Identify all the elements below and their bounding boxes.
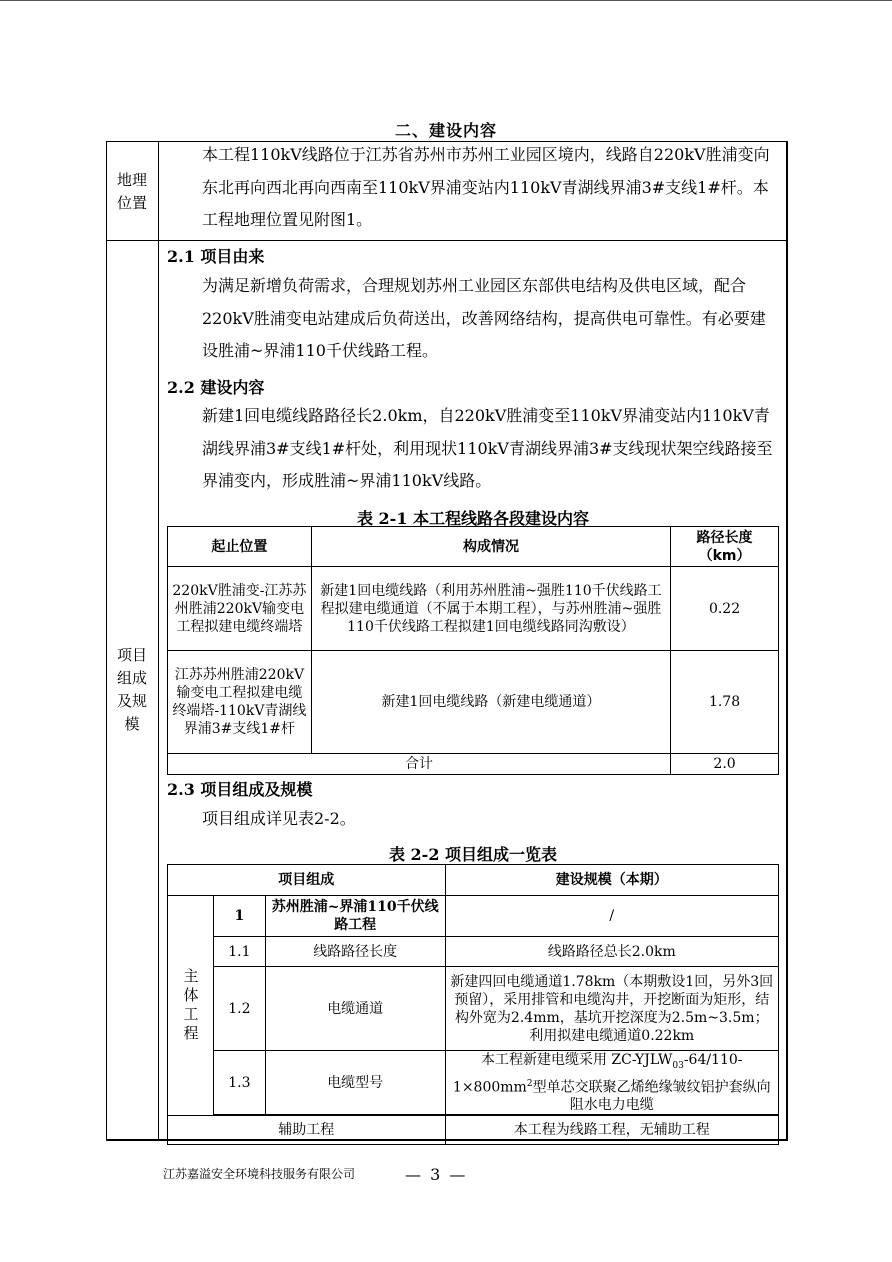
s22-heading: 2.2 建设内容 xyxy=(167,378,265,397)
geo-row-divider xyxy=(106,240,788,241)
table-row: 1.2 电缆通道 新建四回电缆通道1.78km（本期敷设1回，另外3回预留），采用排管和电缆沟井，开挖断面为矩形，结构外宽为2.4mm，基坑开挖深度为2.5m~3.5m；利用拟建电缆通道0.22km xyxy=(168,967,779,1051)
geo-label: 地理 位置 xyxy=(116,171,147,212)
cable-model-cell: 本工程新建电缆采用 $ZC-YJLW_{03}-64/110-1\times 800mm^2$型单芯交联聚乙烯绝缘皱纹铝护套纵向阻水电力电缆 xyxy=(445,1051,778,1115)
footer-company: 江苏嘉溢安全环境科技服务有限公司 xyxy=(163,1167,356,1181)
col-header: 构成情况 xyxy=(311,527,670,567)
s23-text: 项目组成详见表2-2。 xyxy=(202,809,356,828)
section-title: 二、建设内容 xyxy=(394,121,497,140)
table22-caption: 表 2-2 项目组成一览表 xyxy=(388,845,558,864)
col-header: 建设规模（本期） xyxy=(445,865,778,896)
table-row: 220kV胜浦变-江苏苏州胜浦220kV输变电工程拟建电缆终端塔 新建1回电缆线路（利用苏州胜浦~强胜110千伏线路工程拟建电缆通道（不属于本期工程），与苏州胜浦~强胜110千伏线路工程拟建1回电缆线路同沟敷设） 0.22 xyxy=(168,567,779,651)
group-label: 主体工程 xyxy=(168,896,214,1116)
col-header: 项目组成 xyxy=(168,865,446,896)
s21-heading: 2.1 项目由来 xyxy=(167,247,265,266)
col-header: 起止位置 xyxy=(168,527,312,567)
table-2-1 xyxy=(167,526,779,775)
table21-caption: 表 2-1 本工程线路各段建设内容 xyxy=(356,509,590,528)
aux-row: 辅助工程 本工程为线路工程，无辅助工程 xyxy=(168,1116,779,1145)
s23-heading: 2.3 项目组成及规模 xyxy=(167,780,313,799)
table-row: 1.3 电缆型号 本工程新建电缆采用 $ZC-YJLW_{03}-64/110-1\times 800mm^2$型单芯交联聚乙烯绝缘皱纹铝护套纵向阻水电力电缆 xyxy=(168,1051,779,1115)
table-row: 主体工程 1 苏州胜浦~界浦110千伏线路工程 / xyxy=(168,896,779,937)
s21-text: 为满足新增负荷需求，合理规划苏州工业园区东部供电结构及供电区域，配合220kV胜浦变电站建成后负荷送出，改善网络结构，提高供电可靠性。有必要建设胜浦~界浦110千伏线路工程。 xyxy=(202,276,766,360)
total-row: 合计 2.0 xyxy=(168,754,779,775)
label-column-divider xyxy=(158,141,159,1141)
table-2-2 xyxy=(167,864,779,1145)
page-number: — 3 — xyxy=(405,1165,468,1184)
project-label: 项目 组成 及规 模 xyxy=(116,646,147,733)
top-rule xyxy=(0,0,892,1)
table-row: 江苏苏州胜浦220kV输变电工程拟建电缆终端塔-110kV青湖线界浦3#支线1#杆 新建1回电缆线路（新建电缆通道） 1.78 xyxy=(168,651,779,754)
s22-text: 新建1回电缆线路路径长2.0km，自220kV胜浦变至110kV界浦变站内110kV青湖线界浦3#支线1#杆处，利用现状110kV青湖线界浦3#支线现状架空线路接至界浦变内，形成胜浦~界浦110kV线路。 xyxy=(202,406,773,490)
col-header: 路径长度（km） xyxy=(671,527,779,567)
table-row: 1.1 线路路径长度 线路路径总长2.0km xyxy=(168,937,779,967)
geo-text: 本工程110kV线路位于江苏省苏州市苏州工业园区境内，线路自220kV胜浦变向东北再向西北再向西南至110kV界浦变站内110kV青湖线界浦3#支线1#杆。本工程地理位置见附图1。 xyxy=(202,145,770,229)
